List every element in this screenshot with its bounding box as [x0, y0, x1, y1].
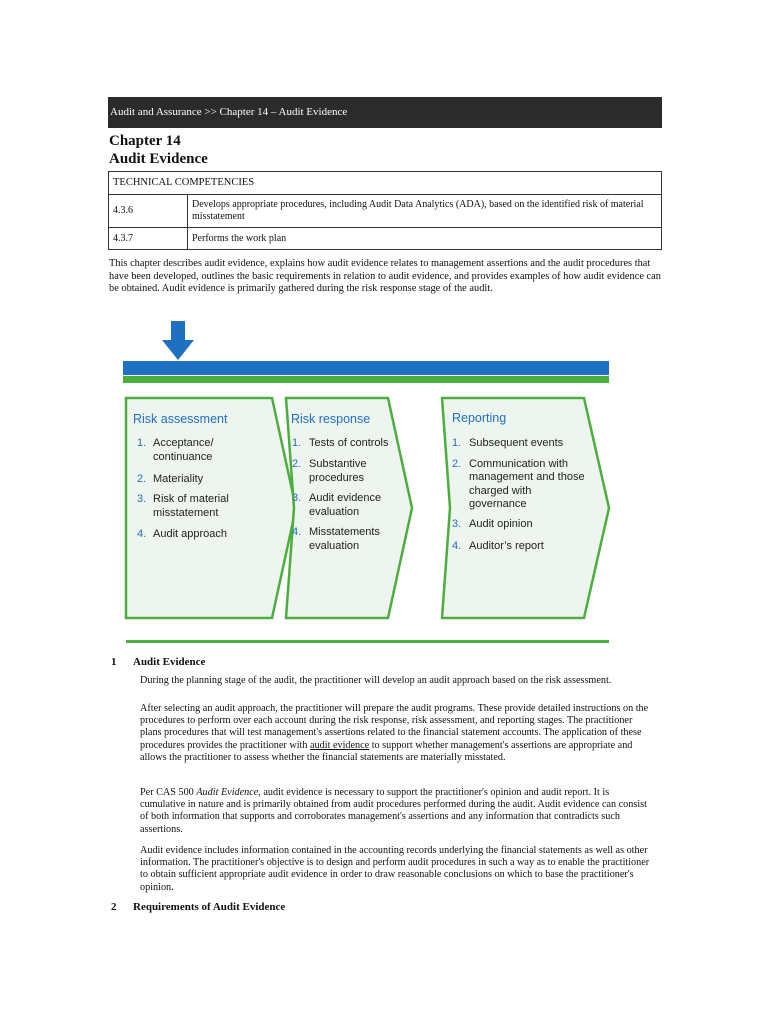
- paragraph-text: , audit evidence is necessary to support the practitioner's opinion and audit report. It is cumulative in nature and is primarily obtained from audit procedures performed during the audit. Audit evidence can consist of both information that supports and corroborates management's assertions and any information that contradicts such assertions.: [140, 787, 647, 835]
- breadcrumb-bar: [108, 97, 662, 128]
- section-title: Requirements of Audit Evidence: [133, 901, 286, 913]
- table-row: [109, 228, 662, 250]
- item-line: governance: [469, 498, 527, 510]
- item-line: Misstatements: [309, 526, 380, 538]
- blue-band: [123, 361, 609, 375]
- item-line: Auditor’s report: [469, 540, 544, 552]
- section-number: 1: [111, 656, 117, 668]
- stage-title: Risk assessment: [133, 412, 228, 426]
- item-number: 1.: [292, 437, 302, 449]
- competencies-heading: TECHNICAL COMPETENCIES: [109, 172, 662, 195]
- body-paragraph: [140, 787, 652, 836]
- competency-text: Develops appropriate procedures, including Audit Data Analytics (ADA), based on the identified risk of material misstatement: [188, 195, 662, 228]
- stage-title: Reporting: [452, 411, 507, 425]
- item-line: Risk of material: [153, 493, 229, 505]
- item-number: 4.: [292, 526, 302, 538]
- item-number: 3.: [292, 492, 302, 504]
- competency-code: 4.3.7: [109, 228, 188, 250]
- paragraph-text: After selecting an audit approach, the practitioner will prepare the audit programs. These provide detailed instructions on the procedures to perform over each account during the risk response, risk assessment, and reporting stages. The practitioner plans procedures that will test management's assertions related to the financial statement accounts. The application of these procedures provides the practitioner with: [140, 703, 649, 751]
- audit-evidence-term: audit evidence: [310, 739, 370, 751]
- down-arrow-icon: [162, 321, 194, 360]
- bottom-green-line: [126, 640, 609, 643]
- competency-text: Performs the work plan: [188, 228, 662, 250]
- stage-title: Risk response: [291, 412, 371, 426]
- item-number: 1.: [452, 437, 462, 449]
- body-paragraph: Audit evidence includes information contained in the accounting records underlying the financial statements as well as other information. The practitioner's objective is to design and perform audit procedures in such a way as to enable the practitioner to obtain sufficient appropriate audit evidence in order to draw reasonable conclusions on which to base the practitioner's opinion.: [140, 845, 650, 893]
- section-title: Audit Evidence: [133, 656, 206, 668]
- item-line: evaluation: [309, 506, 360, 518]
- item-number: 3.: [452, 518, 462, 530]
- item-line: Audit evidence: [309, 492, 382, 504]
- item-line: Subsequent events: [469, 437, 564, 449]
- item-line: evaluation: [309, 540, 360, 552]
- item-line: misstatement: [153, 507, 219, 519]
- audit-process-diagram: [120, 318, 620, 648]
- item-line: Tests of controls: [309, 437, 389, 449]
- item-number: 3.: [137, 493, 147, 505]
- body-paragraph: During the planning stage of the audit, the practitioner will develop an audit approach based on the risk assessment.: [140, 675, 612, 686]
- paragraph-text: to support whether management's assertions are appropriate and allows the practitioner to assess whether the financial statements are materially misstated.: [140, 739, 633, 763]
- body-paragraph: [140, 703, 652, 764]
- competencies-table: [108, 171, 662, 250]
- item-line: charged with: [469, 485, 532, 497]
- green-band: [123, 376, 609, 383]
- table-row: [109, 195, 662, 228]
- paragraph-text: Per CAS 500: [140, 787, 197, 798]
- breadcrumb: Audit and Assurance >> Chapter 14 – Audit Evidence: [110, 106, 348, 118]
- item-line: management and those: [469, 471, 585, 483]
- cas-500-title: Audit Evidence: [196, 787, 259, 798]
- chapter-number: Chapter 14: [109, 133, 181, 149]
- item-line: continuance: [153, 451, 213, 463]
- chapter-title: Audit Evidence: [109, 151, 208, 167]
- item-number: 2.: [137, 473, 147, 485]
- item-line: Substantive: [309, 458, 367, 470]
- intro-paragraph: This chapter describes audit evidence, explains how audit evidence relates to management assertions and the audit procedures that have been developed, outlines the basic requirements in relation to audit evidence, and provides examples of how audit evidence can be obtained. Audit evidence is primarily gathered during the risk response stage of the audit.: [109, 258, 661, 295]
- item-number: 1.: [137, 437, 147, 449]
- item-line: procedures: [309, 472, 365, 484]
- item-number: 2.: [452, 458, 462, 470]
- item-number: 2.: [292, 458, 302, 470]
- item-number: 4.: [137, 528, 147, 540]
- competency-code: 4.3.6: [109, 195, 188, 228]
- item-line: Audit opinion: [469, 518, 533, 530]
- item-line: Communication with: [469, 458, 569, 470]
- item-number: 4.: [452, 540, 462, 552]
- competencies-header-row: [109, 172, 662, 195]
- section-number: 2: [111, 901, 117, 913]
- item-line: Materiality: [153, 473, 204, 485]
- item-line: Audit approach: [153, 528, 227, 540]
- item-line: Acceptance/: [153, 437, 214, 449]
